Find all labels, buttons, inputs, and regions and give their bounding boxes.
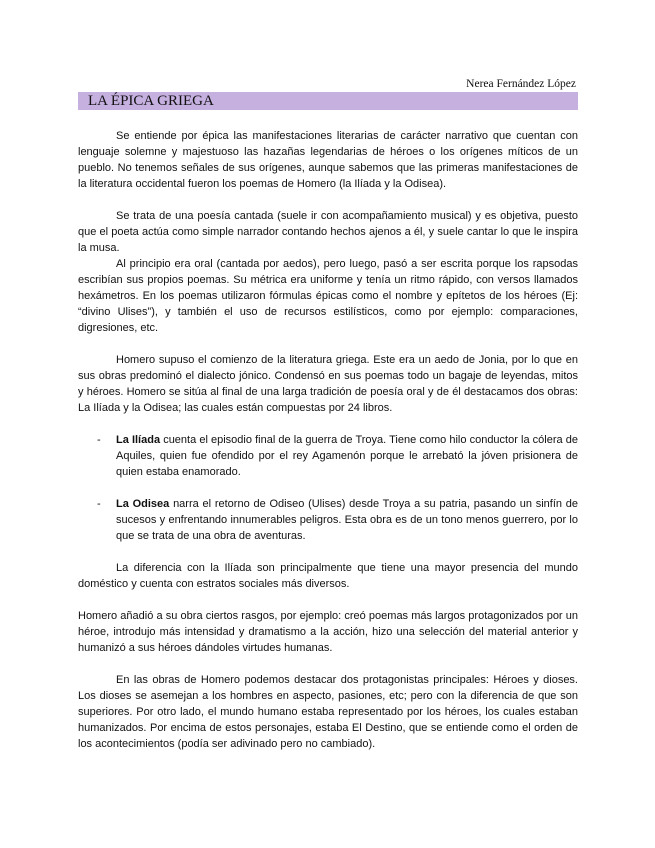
list-text: narra el retorno de Odiseo (Ulises) desde Troya a su patria, pasando un sinfín de sucesos y enfrentando innumerables peligros. Esta obra es de un tono menos guerrero, por lo que se trata de una obra de aventuras. [116,498,579,542]
list-term: La Ilíada [116,434,161,446]
paragraph-difference: La diferencia con la Ilíada son principalmente que tiene una mayor presencia del mundo doméstico y cuenta con estratos sociales más diversos. [78,562,578,590]
list-item-iliada [78,432,578,480]
paragraph-characteristics: Se trata de una poesía cantada (suele ir con acompañamiento musical) y es objetiva, puesto que el poeta actúa como simple narrador contando hechos ajenos a él, y suele cantar lo que le inspira la musa. [78,210,578,254]
paragraph-orality: Al principio era oral (cantada por aedos), pero luego, pasó a ser escrita porque los rapsodas escribían sus propios poemas. Su métrica era uniforme y tenía un ritmo rápido, con versos llamados hexámetros. En los poemas utilizaron fórmulas épicas como el nombre y epítetos de los héroes (Ej: “divino Ulises”), y también el uso de recursos estilísticos, como por ejemplo: comparaciones, digresiones, etc. [78,258,578,334]
title-bar [78,92,578,110]
list-term: La Odisea [116,498,170,510]
list-bullet: - [97,434,101,446]
list-bullet: - [97,498,101,510]
paragraph-intro: Se entiende por épica las manifestaciones literarias de carácter narrativo que cuentan con lenguaje solemne y majestuoso las hazañas legendarias de héroes o los orígenes míticos de un pueblo. No tenemos señales de sus orígenes, aunque sabemos que las primeras manifestaciones de la literatura occidental fueron los poemas de Homero (la Ilíada y la Odisea). [78,130,578,190]
document-title: LA ÉPICA GRIEGA [88,93,214,109]
list-text: cuenta el episodio final de la guerra de Troya. Tiene como hilo conductor la cólera de Aquiles, quien fue ofendido por el rey Agamenón porque le arrebató la jóven prisionera de quien estaba enamorado. [116,434,578,478]
author-name: Nerea Fernández López [466,78,576,90]
paragraph-features: Homero añadió a su obra ciertos rasgos, por ejemplo: creó poemas más largos protagonizados por un héroe, introdujo más intensidad y dramatismo a la acción, hizo una selección del material anterior y humanizó a sus héroes dándoles virtudes humanas. [78,610,578,654]
paragraph-homero: Homero supuso el comienzo de la literatura griega. Este era un aedo de Jonia, por lo que en sus obras predominó el dialecto jónico. Condensó en sus poemas todo un bagaje de leyendas, mitos y héroes. Homero se sitúa al final de una larga tradición de poesía oral y de él destacamos dos obras: La Ilíada y la Odisea; las cuales están compuestas por 24 libros. [78,354,578,414]
paragraph-protagonists: En las obras de Homero podemos destacar dos protagonistas principales: Héroes y dioses. Los dioses se asemejan a los hombres en aspecto, pasiones, etc; pero con la diferencia de que son superiores. Por otro lado, el mundo humano estaba representado por los héroes, los cuales estaban humanizados. Por encima de estos personajes, estaba El Destino, que se entiende como el orden de los acontecimientos (podía ser adivinado pero no cambiado). [78,674,578,750]
list-item-odisea [78,496,578,544]
document-body [78,128,578,752]
